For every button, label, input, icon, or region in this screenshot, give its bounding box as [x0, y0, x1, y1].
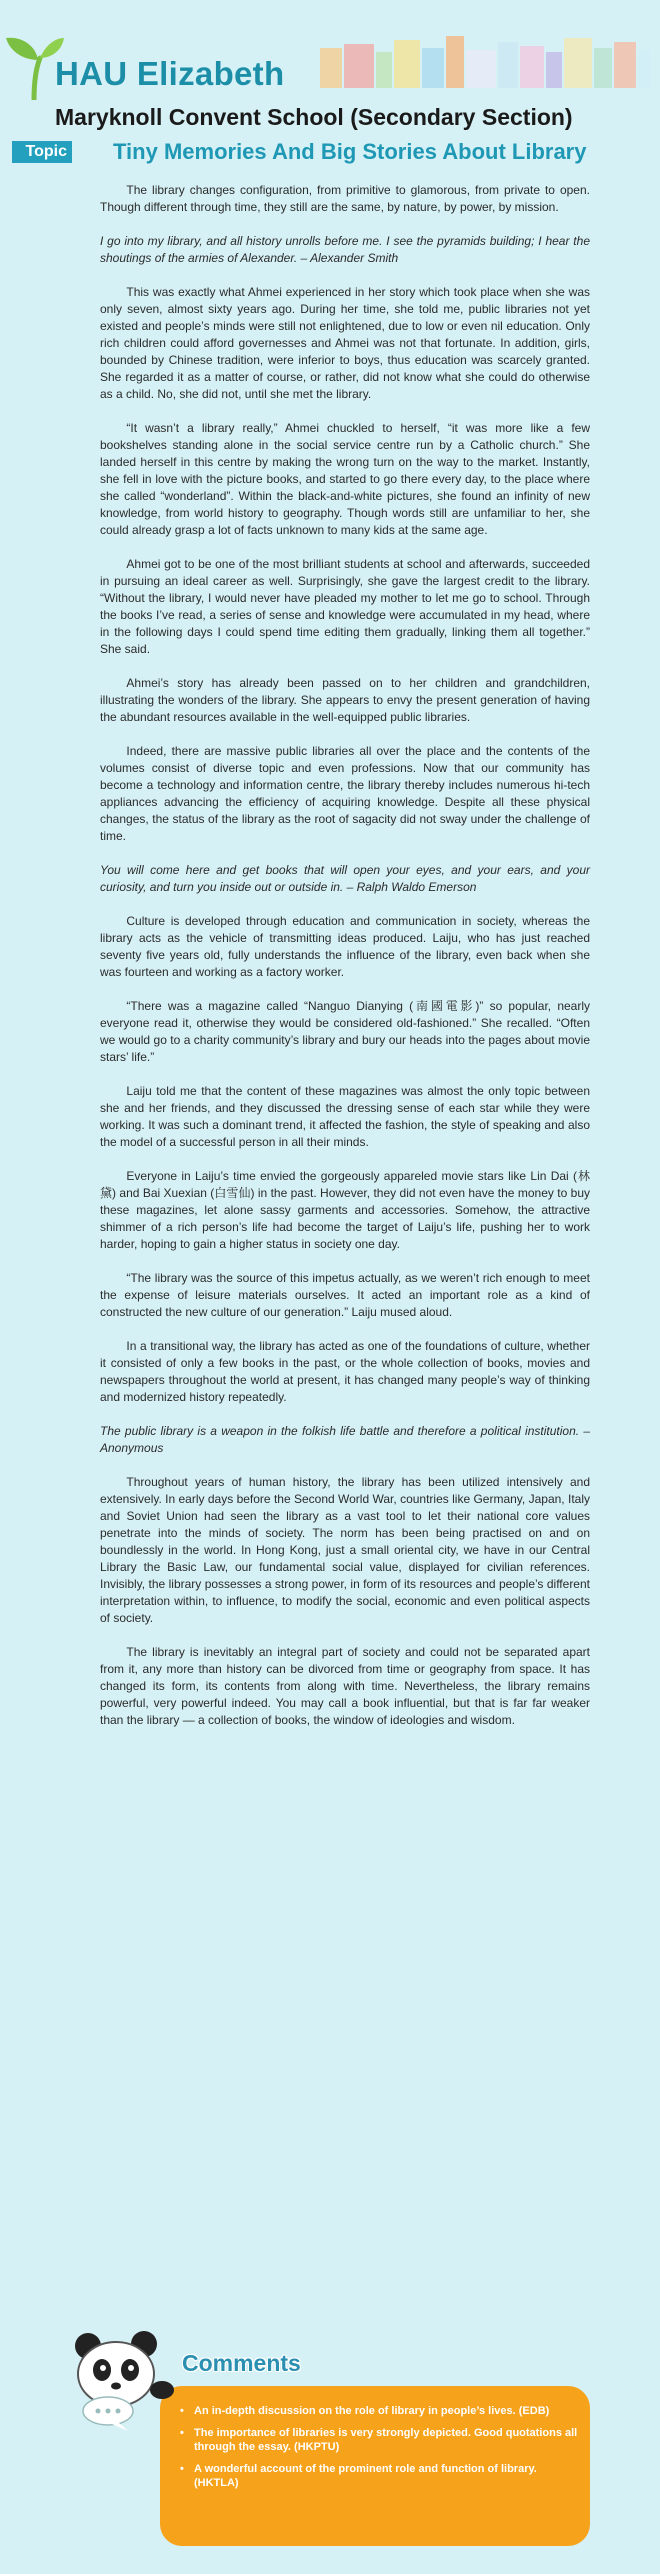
- comments-section: [70, 2330, 610, 2560]
- article-paragraph: The library is inevitably an integral part of society and could not be separated apart from it, any more than history can be divorced from time or geography from space. It has changed its form, its contents from along with time. Nevertheless, the library remains powerful, very powerful indeed. You may call a book influential, but that is far far weaker than the library — a collection of books, the window of ideologies and wisdom.: [100, 1645, 590, 1727]
- comment-item: • An in-depth discussion on the role of library in people’s lives. (EDB): [180, 2404, 580, 2418]
- article-paragraph: This was exactly what Ahmei experienced in her story which took place when she was only seven, almost sixty years ago. During her time, she told me, public libraries not yet existed and people’s minds were still not enlightened, due to low or even nil education. Only rich children could afford governesses and Ahmei was not that fortunate. In addition, girls, bounded by Chinese tradition, were inferior to boys, thus education was scarcely granted. She regarded it as a matter of course, or rather, did not know what she could do otherwise as a child. No, she did not, until she met the library.: [100, 285, 590, 401]
- article-paragraph: Ahmei got to be one of the most brilliant students at school and afterwards, succeeded in pursuing an ideal career as well. Surprisingly, she gave the largest credit to the library. “Without the library, I would never have pleaded my mother to let me go to school. Through the books I’ve read, a series of sense and knowledge were accumulated in my head, where in the following days I could spend time editing them gradually, linking them all together.” She said.: [100, 557, 590, 656]
- article-paragraph: Culture is developed through education and communication in society, whereas the library acts as the vehicle of transmitting ideas produced. Laiju, who has just reached seventy five years old, fully understands the influence of the library, even back when she was fourteen and working as a factory worker.: [100, 914, 590, 979]
- article-paragraph: Throughout years of human history, the library has been utilized intensively and extensively. In early days before the Second World War, countries like Germany, Japan, Italy and Soviet Union had seen the library as a vast tool to let their national core values penetrate into the minds of society. The norm has been being practised on and on boundlessly in the world. In Hong Kong, just a small oriental city, we have in our Central Library the Basic Law, our fundamental social value, displayed for civilian references. Invisibly, the library possesses a strong power, in form of its resources and people’s different interpretation within, to influence, to modify the social, economic and even political aspects of society.: [100, 1475, 590, 1625]
- topic-label: Topic: [12, 141, 72, 163]
- article-quote: The public library is a weapon in the folkish life battle and therefore a political institution. – Anonymous: [100, 1424, 590, 1455]
- article-paragraph: “There was a magazine called “Nanguo Dianying (南國電影)” so popular, nearly everyone read it, otherwise they would be considered old-fashioned.” She recalled. “Often we would go to a charity community’s library and bury our heads into the pages about movie stars’ life.”: [100, 999, 590, 1064]
- article-quote: I go into my library, and all history unrolls before me. I see the pyramids building; I hear the shoutings of the armies of Alexander. – Alexander Smith: [100, 234, 590, 265]
- comment-item: • The importance of libraries is very strongly depicted. Good quotations all through the essay. (HKPTU): [180, 2426, 580, 2454]
- comment-list: [180, 2404, 580, 2498]
- bookshelf-decoration: [320, 34, 650, 88]
- article-paragraph: “The library was the source of this impetus actually, as we weren’t rich enough to meet the expense of leisure materials ourselves. It acted an important role as a kind of constructed the new culture of our generation.” Laiju mused aloud.: [100, 1271, 590, 1319]
- article-paragraph: The library changes configuration, from primitive to glamorous, from private to open. Though different through time, they still are the same, by nature, by power, by mission.: [100, 183, 590, 214]
- article-quote: You will come here and get books that will open your eyes, and your ears, and your curiosity, and turn you inside out or outside in. – Ralph Waldo Emerson: [100, 863, 590, 894]
- topic-title: Tiny Memories And Big Stories About Library: [113, 139, 587, 164]
- speech-bubble-icon: [82, 2396, 136, 2432]
- comment-item: • A wonderful account of the prominent role and function of library. (HKTLA): [180, 2462, 580, 2490]
- header: [0, 0, 660, 175]
- author-name: HAU Elizabeth: [55, 55, 285, 92]
- article-paragraph: Indeed, there are massive public libraries all over the place and the contents of the volumes consist of diverse topic and even professions. Now that our community has become a technology and information centre, the library thereby includes numerous hi-tech appliances advancing the efficiency of acquiring knowledge. Despite all these physical changes, the status of the library as the root of sagacity did not sway under the challenge of time.: [100, 744, 590, 843]
- article-body: [100, 182, 590, 1746]
- article-paragraph: “It wasn’t a library really,” Ahmei chuckled to herself, “it was more like a few bookshelves standing alone in the social service centre run by a Catholic church.” She landed herself in this centre by making the wrong turn on the way to the market. Instantly, she fell in love with the picture books, and started to go there every day, to the place where she called “wonderland”. Within the black-and-white pictures, she found an infinity of new knowledge, from world history to geography. Though words still are unfamiliar to her, she could already grasp a lot of facts unknown to many kids at the same age.: [100, 421, 590, 537]
- article-paragraph: Laiju told me that the content of these magazines was almost the only topic between she and her friends, and they discussed the dressing sense of each star while they were working. It was such a dominant trend, it affected the fashion, the style of speaking and also the model of a successful person in all their minds.: [100, 1084, 590, 1149]
- school-name: Maryknoll Convent School (Secondary Section): [55, 104, 573, 130]
- article-paragraph: Ahmei’s story has already been passed on to her children and grandchildren, illustrating the wonders of the library. She appears to envy the present generation of having the abundant resources available in the well-equipped public libraries.: [100, 676, 590, 724]
- article-paragraph: In a transitional way, the library has acted as one of the foundations of culture, whether it consisted of only a few books in the past, or the whole collection of books, movies and newspapers throughout the world at present, it has changed many people’s way of thinking and modernized history repeatedly.: [100, 1339, 590, 1404]
- article-paragraph: Everyone in Laiju’s time envied the gorgeously appareled movie stars like Lin Dai (林黛) and Bai Xuexian (白雪仙) in the past. However, they did not even have the money to buy these magazines, let alone sassy garments and accessories. Somehow, the attractive shimmer of a rich person’s life had become the target of Laiju’s life, pushing her to work harder, hoping to gain a higher status in society one day.: [100, 1169, 590, 1251]
- comments-title: Comments: [182, 2350, 301, 2376]
